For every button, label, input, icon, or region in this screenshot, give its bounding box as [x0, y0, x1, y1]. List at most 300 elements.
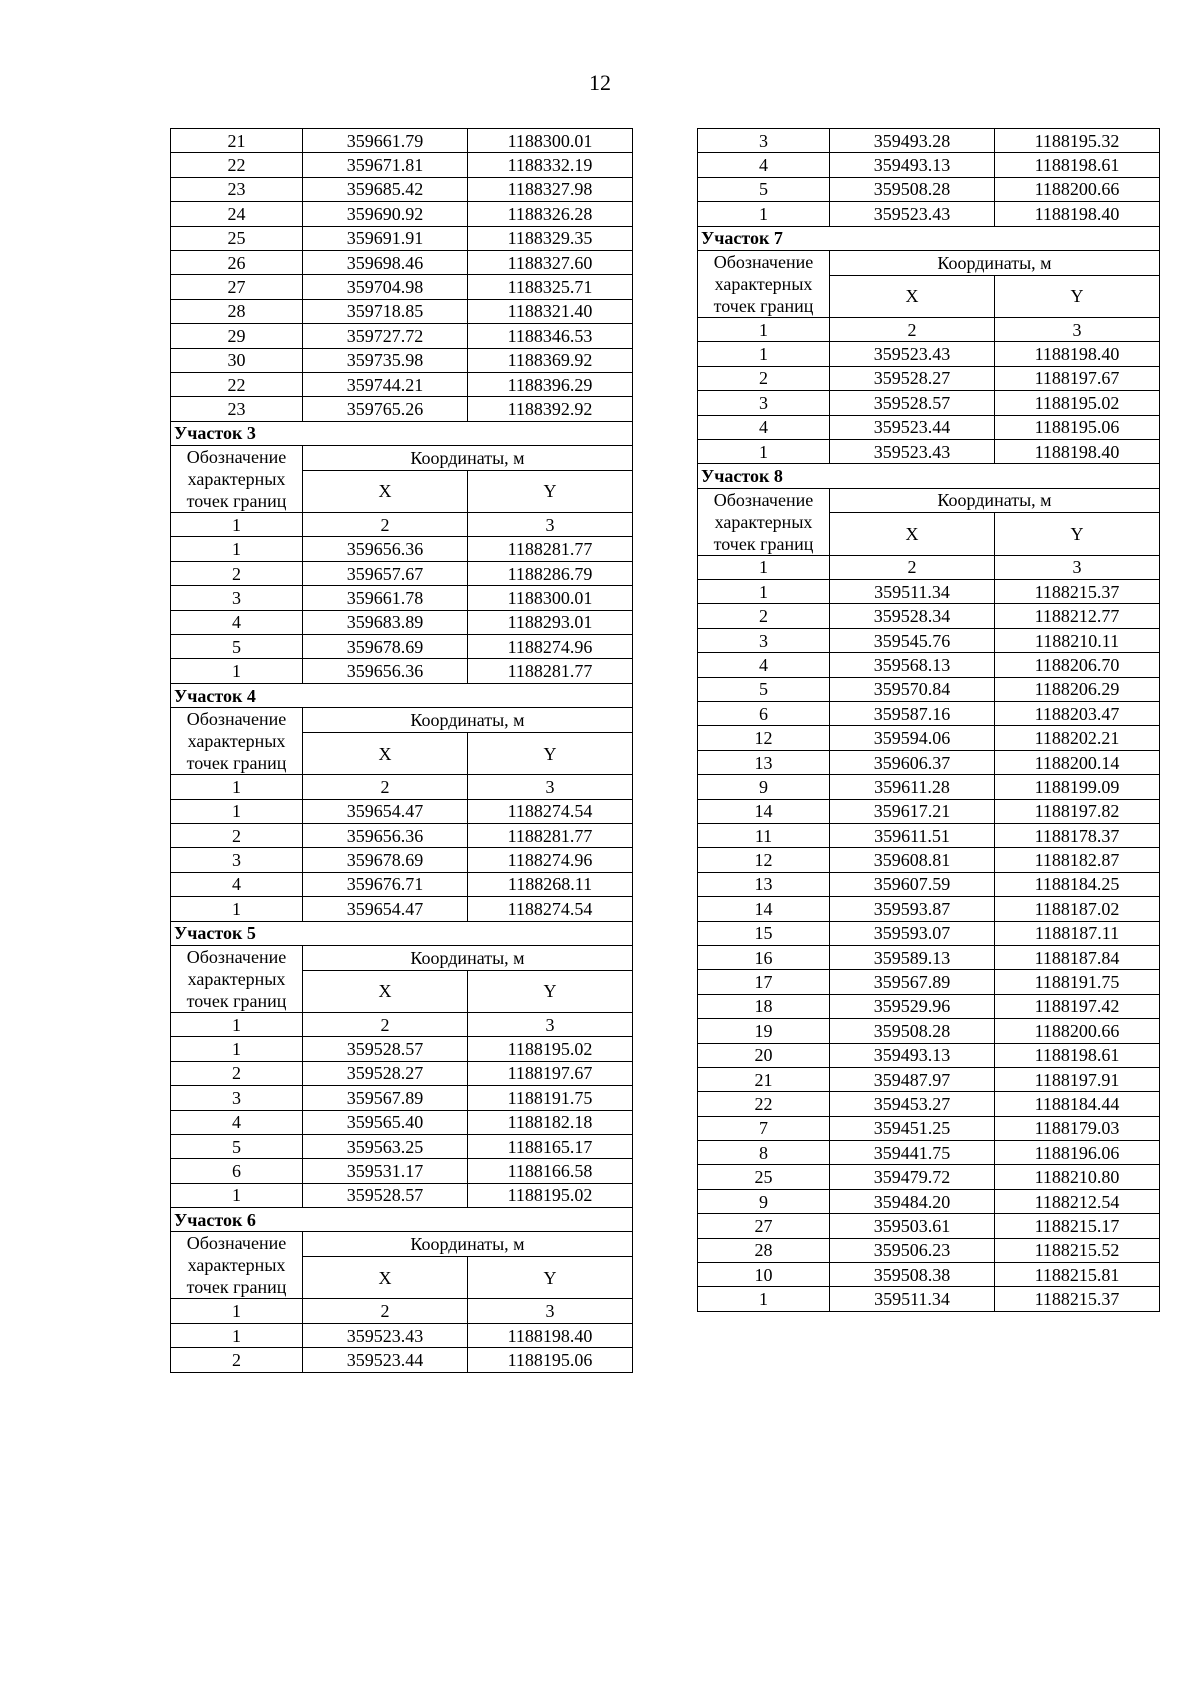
designation-header-line: характерных	[714, 511, 813, 532]
y-value: 1188187.84	[995, 945, 1160, 969]
x-value: 359683.89	[303, 610, 468, 634]
x-header: X	[830, 275, 995, 317]
y-value: 1188215.17	[995, 1214, 1160, 1238]
x-value: 359545.76	[830, 628, 995, 652]
designation-header-line: характерных	[187, 1255, 286, 1276]
point-number: 14	[698, 897, 830, 921]
point-number: 19	[698, 1019, 830, 1043]
table-row	[698, 1238, 1160, 1262]
point-number: 2	[171, 1061, 303, 1085]
y-value: 1188300.01	[468, 586, 633, 610]
designation-header-line: Обозначение	[186, 946, 287, 967]
point-number: 7	[698, 1116, 830, 1140]
table-row	[698, 726, 1160, 750]
table-row	[698, 702, 1160, 726]
table-row	[698, 750, 1160, 774]
table-row	[698, 580, 1160, 604]
coordinates-header: Координаты, м	[303, 708, 633, 733]
point-number: 11	[698, 823, 830, 847]
x-value: 359508.28	[830, 1019, 995, 1043]
y-value: 1188197.82	[995, 799, 1160, 823]
table-row	[171, 537, 633, 561]
y-value: 1188329.35	[468, 226, 633, 250]
point-number: 4	[698, 415, 830, 439]
x-value: 359678.69	[303, 635, 468, 659]
designation-header-line: Обозначение	[186, 1233, 287, 1254]
designation-header-line: характерных	[187, 469, 286, 490]
x-value: 359690.92	[303, 202, 468, 226]
table-row	[171, 610, 633, 634]
table-row	[698, 202, 1160, 226]
table-row	[698, 1092, 1160, 1116]
x-value: 359503.61	[830, 1214, 995, 1238]
point-number: 4	[698, 653, 830, 677]
y-value: 1188327.98	[468, 177, 633, 201]
y-value: 1188392.92	[468, 397, 633, 421]
section-title: Участок 8	[698, 464, 1160, 488]
y-value: 1188210.80	[995, 1165, 1160, 1189]
x-value: 359523.43	[830, 342, 995, 366]
table-row	[698, 921, 1160, 945]
y-value: 1188191.75	[995, 970, 1160, 994]
point-number: 1	[171, 897, 303, 921]
x-value: 359587.16	[830, 702, 995, 726]
x-value: 359657.67	[303, 561, 468, 585]
table-row	[698, 677, 1160, 701]
designation-header-line: точек границ	[713, 533, 814, 554]
page-number: 12	[589, 70, 611, 95]
table-row	[698, 391, 1160, 415]
x-value: 359523.44	[830, 415, 995, 439]
point-number: 22	[698, 1092, 830, 1116]
x-value: 359529.96	[830, 994, 995, 1018]
column-number-row	[698, 555, 1160, 579]
point-number: 17	[698, 970, 830, 994]
point-number: 1	[698, 202, 830, 226]
y-value: 1188268.11	[468, 872, 633, 896]
x-value: 359565.40	[303, 1110, 468, 1134]
table-row	[698, 994, 1160, 1018]
x-value: 359523.43	[830, 439, 995, 463]
y-value: 1188198.40	[468, 1323, 633, 1347]
designation-header-line: точек границ	[713, 295, 814, 316]
point-number: 29	[171, 324, 303, 348]
y-value: 1188184.44	[995, 1092, 1160, 1116]
y-value: 1188327.60	[468, 250, 633, 274]
x-header: X	[303, 732, 468, 774]
table-row	[171, 659, 633, 683]
y-value: 1188197.42	[995, 994, 1160, 1018]
designation-header-line: точек границ	[186, 1277, 287, 1298]
column-number: 3	[468, 513, 633, 537]
table-row	[171, 1348, 633, 1372]
x-value: 359528.27	[830, 366, 995, 390]
table-row	[698, 970, 1160, 994]
table-row	[171, 586, 633, 610]
y-value: 1188191.75	[468, 1086, 633, 1110]
y-value: 1188187.11	[995, 921, 1160, 945]
y-value: 1188202.21	[995, 726, 1160, 750]
designation-header-line: Обозначение	[186, 447, 287, 468]
x-value: 359479.72	[830, 1165, 995, 1189]
x-value: 359685.42	[303, 177, 468, 201]
x-value: 359567.89	[830, 970, 995, 994]
point-number: 6	[171, 1159, 303, 1183]
designation-header-line: характерных	[187, 731, 286, 752]
y-value: 1188197.91	[995, 1067, 1160, 1091]
y-value: 1188332.19	[468, 153, 633, 177]
x-value: 359493.13	[830, 1043, 995, 1067]
y-value: 1188182.18	[468, 1110, 633, 1134]
point-number: 5	[171, 1134, 303, 1158]
table-row	[171, 129, 633, 153]
point-number: 18	[698, 994, 830, 1018]
y-value: 1188274.54	[468, 897, 633, 921]
column-number-row	[171, 775, 633, 799]
section-title: Участок 4	[171, 683, 633, 707]
y-value: 1188195.02	[468, 1037, 633, 1061]
x-header: X	[303, 470, 468, 512]
table-row	[171, 823, 633, 847]
point-number: 24	[171, 202, 303, 226]
x-value: 359678.69	[303, 848, 468, 872]
x-header: X	[830, 513, 995, 555]
designation-header	[698, 250, 830, 317]
table-row	[171, 561, 633, 585]
y-value: 1188165.17	[468, 1134, 633, 1158]
y-value: 1188396.29	[468, 372, 633, 396]
table-row	[698, 415, 1160, 439]
x-value: 359506.23	[830, 1238, 995, 1262]
column-number: 2	[303, 1299, 468, 1323]
table-row	[698, 342, 1160, 366]
y-value: 1188184.25	[995, 872, 1160, 896]
y-value: 1188326.28	[468, 202, 633, 226]
y-value: 1188212.77	[995, 604, 1160, 628]
point-number: 5	[171, 635, 303, 659]
x-header: X	[303, 970, 468, 1012]
point-number: 20	[698, 1043, 830, 1067]
x-value: 359661.79	[303, 129, 468, 153]
column-number: 1	[698, 317, 830, 341]
x-header: X	[303, 1257, 468, 1299]
point-number: 22	[171, 153, 303, 177]
x-value: 359617.21	[830, 799, 995, 823]
point-number: 30	[171, 348, 303, 372]
x-value: 359570.84	[830, 677, 995, 701]
y-value: 1188178.37	[995, 823, 1160, 847]
x-value: 359493.13	[830, 153, 995, 177]
point-number: 3	[698, 628, 830, 652]
point-number: 14	[698, 799, 830, 823]
table-row	[171, 1159, 633, 1183]
y-value: 1188293.01	[468, 610, 633, 634]
column-number: 3	[995, 317, 1160, 341]
section-title-row	[171, 921, 633, 945]
designation-header-line: Обозначение	[713, 489, 814, 510]
table-row	[171, 226, 633, 250]
y-value: 1188182.87	[995, 848, 1160, 872]
section-title-row	[171, 683, 633, 707]
x-value: 359654.47	[303, 897, 468, 921]
x-value: 359493.28	[830, 129, 995, 153]
point-number: 15	[698, 921, 830, 945]
x-value: 359523.43	[303, 1323, 468, 1347]
point-number: 3	[171, 848, 303, 872]
column-number: 1	[171, 513, 303, 537]
point-number: 1	[698, 580, 830, 604]
column-number: 1	[171, 1012, 303, 1036]
point-number: 12	[698, 726, 830, 750]
section-title-row	[171, 421, 633, 445]
table-row	[698, 848, 1160, 872]
column-number: 2	[830, 317, 995, 341]
x-value: 359593.07	[830, 921, 995, 945]
y-value: 1188197.67	[995, 366, 1160, 390]
table-row	[171, 324, 633, 348]
x-value: 359654.47	[303, 799, 468, 823]
y-value: 1188281.77	[468, 823, 633, 847]
y-value: 1188195.06	[468, 1348, 633, 1372]
point-number: 2	[698, 604, 830, 628]
table-row	[698, 1043, 1160, 1067]
point-number: 9	[698, 1189, 830, 1213]
point-number: 26	[171, 250, 303, 274]
table-row	[698, 775, 1160, 799]
point-number: 5	[698, 177, 830, 201]
y-value: 1188198.40	[995, 202, 1160, 226]
y-value: 1188281.77	[468, 659, 633, 683]
point-number: 23	[171, 177, 303, 201]
y-value: 1188187.02	[995, 897, 1160, 921]
y-value: 1188286.79	[468, 561, 633, 585]
x-value: 359451.25	[830, 1116, 995, 1140]
y-value: 1188206.29	[995, 677, 1160, 701]
y-value: 1188325.71	[468, 275, 633, 299]
x-value: 359523.43	[830, 202, 995, 226]
x-value: 359656.36	[303, 659, 468, 683]
x-value: 359567.89	[303, 1086, 468, 1110]
x-value: 359611.51	[830, 823, 995, 847]
point-number: 3	[171, 586, 303, 610]
column-number: 3	[995, 555, 1160, 579]
y-header: Y	[468, 970, 633, 1012]
table-row	[698, 1116, 1160, 1140]
table-row	[171, 299, 633, 323]
header-row	[698, 250, 1160, 275]
x-value: 359671.81	[303, 153, 468, 177]
table-row	[698, 628, 1160, 652]
header-row	[171, 708, 633, 733]
y-header: Y	[995, 275, 1160, 317]
coordinates-header: Координаты, м	[830, 488, 1160, 513]
point-number: 25	[698, 1165, 830, 1189]
y-header: Y	[995, 513, 1160, 555]
x-value: 359508.38	[830, 1263, 995, 1287]
x-value: 359594.06	[830, 726, 995, 750]
designation-header	[171, 446, 303, 513]
point-number: 13	[698, 872, 830, 896]
point-number: 1	[698, 342, 830, 366]
table-row	[698, 366, 1160, 390]
point-number: 5	[698, 677, 830, 701]
x-value: 359568.13	[830, 653, 995, 677]
y-value: 1188300.01	[468, 129, 633, 153]
y-value: 1188198.61	[995, 153, 1160, 177]
designation-header	[171, 945, 303, 1012]
y-value: 1188195.02	[995, 391, 1160, 415]
y-value: 1188369.92	[468, 348, 633, 372]
point-number: 2	[698, 366, 830, 390]
x-value: 359727.72	[303, 324, 468, 348]
point-number: 25	[171, 226, 303, 250]
y-value: 1188346.53	[468, 324, 633, 348]
column-number: 2	[830, 555, 995, 579]
y-value: 1188274.96	[468, 635, 633, 659]
point-number: 16	[698, 945, 830, 969]
y-value: 1188206.70	[995, 653, 1160, 677]
point-number: 2	[171, 823, 303, 847]
x-value: 359563.25	[303, 1134, 468, 1158]
y-value: 1188215.37	[995, 580, 1160, 604]
column-number-row	[171, 1012, 633, 1036]
table-row	[698, 799, 1160, 823]
coordinates-table-left	[170, 128, 633, 1373]
x-value: 359765.26	[303, 397, 468, 421]
point-number: 2	[171, 1348, 303, 1372]
point-number: 21	[698, 1067, 830, 1091]
x-value: 359531.17	[303, 1159, 468, 1183]
column-number: 3	[468, 775, 633, 799]
x-value: 359718.85	[303, 299, 468, 323]
header-row	[171, 1232, 633, 1257]
designation-header	[171, 708, 303, 775]
table-row	[171, 202, 633, 226]
table-row	[171, 635, 633, 659]
point-number: 27	[171, 275, 303, 299]
designation-header	[171, 1232, 303, 1299]
coordinates-header: Координаты, м	[830, 250, 1160, 275]
x-value: 359508.28	[830, 177, 995, 201]
x-value: 359704.98	[303, 275, 468, 299]
x-value: 359656.36	[303, 823, 468, 847]
designation-header-line: Обозначение	[186, 709, 287, 730]
y-value: 1188196.06	[995, 1141, 1160, 1165]
x-value: 359656.36	[303, 537, 468, 561]
y-header: Y	[468, 1257, 633, 1299]
column-number-row	[171, 513, 633, 537]
column-number: 2	[303, 1012, 468, 1036]
y-value: 1188179.03	[995, 1116, 1160, 1140]
x-value: 359611.28	[830, 775, 995, 799]
x-value: 359735.98	[303, 348, 468, 372]
y-value: 1188195.02	[468, 1183, 633, 1207]
table-row	[171, 397, 633, 421]
y-header: Y	[468, 732, 633, 774]
point-number: 1	[698, 439, 830, 463]
table-row	[171, 799, 633, 823]
y-value: 1188203.47	[995, 702, 1160, 726]
header-row	[171, 945, 633, 970]
point-number: 4	[171, 610, 303, 634]
column-number: 3	[468, 1012, 633, 1036]
point-number: 28	[698, 1238, 830, 1262]
point-number: 3	[171, 1086, 303, 1110]
designation-header-line: характерных	[714, 273, 813, 294]
table-row	[698, 1141, 1160, 1165]
column-number: 2	[303, 513, 468, 537]
y-value: 1188198.40	[995, 439, 1160, 463]
column-number: 1	[698, 555, 830, 579]
column-number-row	[698, 317, 1160, 341]
y-value: 1188274.96	[468, 848, 633, 872]
y-value: 1188199.09	[995, 775, 1160, 799]
y-value: 1188215.52	[995, 1238, 1160, 1262]
point-number: 1	[171, 1323, 303, 1347]
header-row	[698, 488, 1160, 513]
point-number: 21	[171, 129, 303, 153]
x-value: 359487.97	[830, 1067, 995, 1091]
column-number: 1	[171, 1299, 303, 1323]
y-header: Y	[468, 470, 633, 512]
table-row	[698, 653, 1160, 677]
column-number: 2	[303, 775, 468, 799]
designation-header-line: Обозначение	[713, 251, 814, 272]
table-row	[171, 348, 633, 372]
point-number: 22	[171, 372, 303, 396]
y-value: 1188200.66	[995, 1019, 1160, 1043]
x-value: 359593.87	[830, 897, 995, 921]
y-value: 1188215.81	[995, 1263, 1160, 1287]
x-value: 359676.71	[303, 872, 468, 896]
point-number: 2	[171, 561, 303, 585]
x-value: 359698.46	[303, 250, 468, 274]
table-row	[171, 1110, 633, 1134]
table-row	[171, 897, 633, 921]
table-row	[171, 1134, 633, 1158]
x-value: 359528.57	[303, 1183, 468, 1207]
table-row	[171, 872, 633, 896]
x-value: 359528.27	[303, 1061, 468, 1085]
x-value: 359441.75	[830, 1141, 995, 1165]
table-row	[171, 250, 633, 274]
x-value: 359453.27	[830, 1092, 995, 1116]
point-number: 10	[698, 1263, 830, 1287]
point-number: 6	[698, 702, 830, 726]
table-row	[171, 1323, 633, 1347]
y-value: 1188197.67	[468, 1061, 633, 1085]
point-number: 1	[171, 659, 303, 683]
point-number: 4	[171, 872, 303, 896]
table-row	[171, 1037, 633, 1061]
table-row	[698, 1067, 1160, 1091]
x-value: 359511.34	[830, 1287, 995, 1311]
x-value: 359661.78	[303, 586, 468, 610]
x-value: 359484.20	[830, 1189, 995, 1213]
point-number: 27	[698, 1214, 830, 1238]
y-value: 1188198.40	[995, 342, 1160, 366]
y-value: 1188200.14	[995, 750, 1160, 774]
y-value: 1188281.77	[468, 537, 633, 561]
x-value: 359528.57	[303, 1037, 468, 1061]
table-row	[698, 1287, 1160, 1311]
point-number: 3	[698, 391, 830, 415]
point-number: 28	[171, 299, 303, 323]
section-title: Участок 3	[171, 421, 633, 445]
table-row	[698, 1165, 1160, 1189]
point-number: 1	[171, 537, 303, 561]
table-row	[698, 1019, 1160, 1043]
